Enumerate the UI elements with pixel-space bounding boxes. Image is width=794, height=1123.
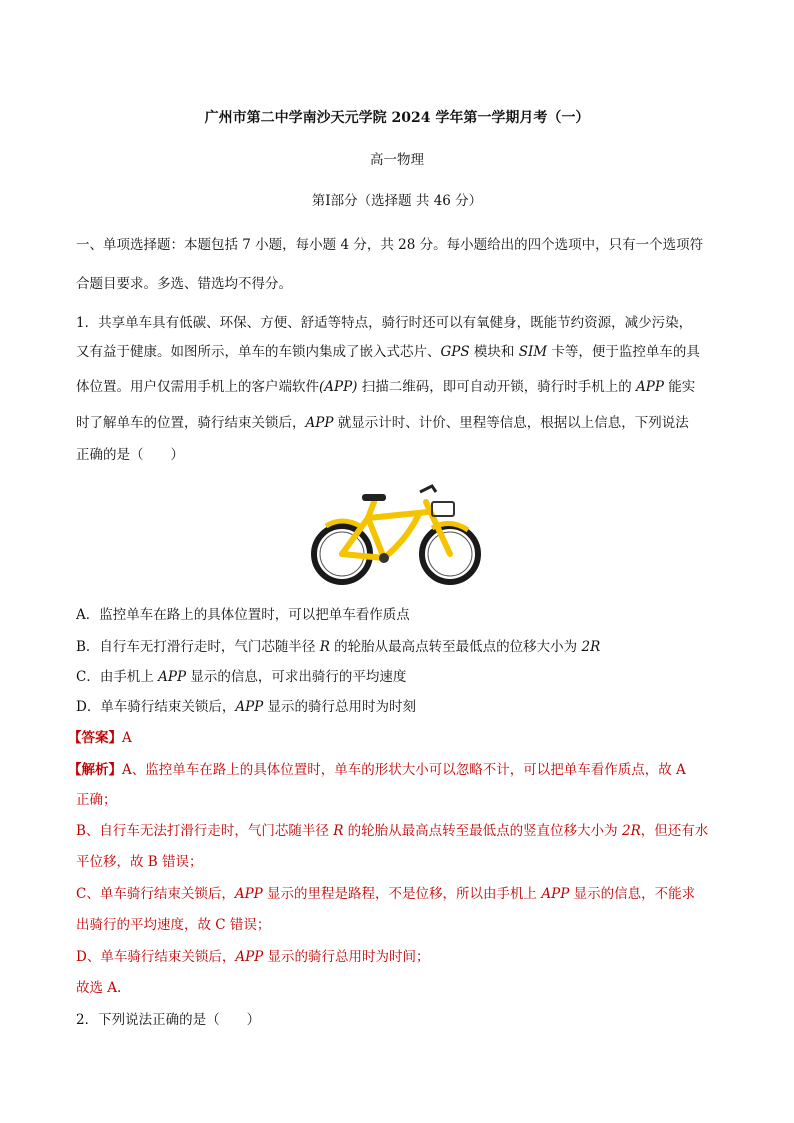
q1-text: 扫描二维码，即可自动开锁，骑行时手机上的: [357, 379, 637, 395]
option-text: 的轮胎从最高点转至最低点的位移大小为: [329, 639, 582, 655]
q1-text: 卡等，便于监控单车的具: [547, 344, 700, 360]
q1-stem-line-5: 正确的是（ ）: [76, 447, 184, 463]
q1-text: 体位置。用户仅需用手机上的客户端软件: [76, 379, 319, 395]
analysis-text: A、监控单车在路上的具体位置时，单车的形状大小可以忽略不计，可以把单车看作质点，故 A: [122, 762, 686, 778]
analysis-a-line-1: [68, 760, 686, 780]
math-app: APP: [636, 379, 664, 395]
q1-stem-line-1: 1．共享单车具有低碳、环保、方便、舒适等特点，骑行时还可以有氧健身，既能节约资源，减少污染，: [76, 315, 693, 331]
q1-text: 又有益于健康。如图所示，单车的车锁内集成了嵌入式芯片、: [76, 344, 441, 360]
q1-stem-line-3: [76, 377, 695, 397]
math-r: R: [319, 639, 330, 655]
q1-stem-line-4: [76, 413, 689, 433]
q1-stem-line-2: [76, 342, 700, 362]
math-2r: 2R: [581, 639, 601, 655]
analysis-b-line-2: 平位移，故 B 错误；: [76, 854, 203, 870]
math-app: APP: [235, 949, 264, 965]
analysis-d-line: [76, 947, 430, 967]
analysis-a-line-2: 正确；: [76, 792, 117, 808]
analysis-text: 的轮胎从最高点转至最低点的竖直位移大小为: [343, 823, 622, 839]
analysis-text: D、单车骑行结束关锁后，: [76, 949, 236, 965]
section-heading-line-1: 一、单项选择题：本题包括 7 小题，每小题 4 分，共 28 分。每小题给出的四个选项中，只有一个选项符: [76, 237, 704, 253]
q1-text: 能实: [663, 379, 696, 395]
analysis-text: 显示的里程是路程，不是位移，所以由手机上: [262, 886, 542, 902]
analysis-text: B、自行车无法打滑行走时，气门芯随半径: [76, 823, 334, 839]
q1-text: 模块和: [469, 344, 519, 360]
math-app: APP: [305, 415, 334, 431]
option-text: 显示的骑行总用时为时刻: [263, 699, 417, 715]
option-text: D．单车骑行结束关锁后，: [76, 699, 236, 715]
q1-text: 时了解单车的位置，骑行结束关锁后，: [76, 415, 306, 431]
option-text: B．自行车无打滑行走时，气门芯随半径: [76, 639, 320, 655]
q1-option-d: [76, 697, 416, 717]
math-app: APP: [158, 669, 187, 685]
math-app: (APP): [319, 379, 358, 395]
analysis-c-line-2: 出骑行的平均速度，故 C 错误；: [76, 917, 271, 933]
q1-option-b: [76, 637, 600, 657]
q1-option-a: A．监控单车在路上的具体位置时，可以把单车看作质点: [76, 607, 410, 623]
analysis-b-line-1: [76, 821, 708, 841]
analysis-text: 显示的骑行总用时为时间；: [263, 949, 430, 965]
math-r: R: [333, 823, 344, 839]
answer-tag: 【答案】: [68, 730, 122, 746]
math-app: APP: [541, 886, 570, 902]
answer-line: [68, 728, 132, 748]
analysis-text: 显示的信息，不能求: [569, 886, 696, 902]
analysis-conclusion: 故选 A.: [76, 980, 122, 996]
answer-value: A: [122, 730, 132, 746]
q2-stem: 2．下列说法正确的是（ ）: [76, 1012, 261, 1028]
analysis-tag: 【解析】: [68, 762, 122, 778]
option-text: C．由手机上: [76, 669, 159, 685]
math-app: APP: [235, 699, 264, 715]
math-app: APP: [234, 886, 263, 902]
analysis-text: ，但还有水: [640, 823, 709, 839]
section-heading-line-2: 合题目要求。多选、错选均不得分。: [76, 276, 292, 292]
math-sim: SIM: [518, 344, 548, 360]
math-gps: GPS: [440, 344, 470, 360]
subject-title: 高一物理: [370, 152, 424, 168]
analysis-text: C、单车骑行结束关锁后，: [76, 886, 235, 902]
q1-text: 就显示计时、计价、里程等信息，根据以上信息，下列说法: [333, 415, 689, 431]
bicycle-figure: [308, 478, 486, 590]
analysis-c-line-1: [76, 884, 695, 904]
part-title: 第Ⅰ部分（选择题 共 46 分）: [311, 193, 483, 209]
exam-title: 广州市第二中学南沙天元学院 2024 学年第一学期月考（一）: [204, 110, 590, 126]
math-2r: 2R: [621, 823, 641, 839]
option-text: 显示的信息，可求出骑行的平均速度: [186, 669, 407, 685]
q1-option-c: [76, 667, 406, 687]
